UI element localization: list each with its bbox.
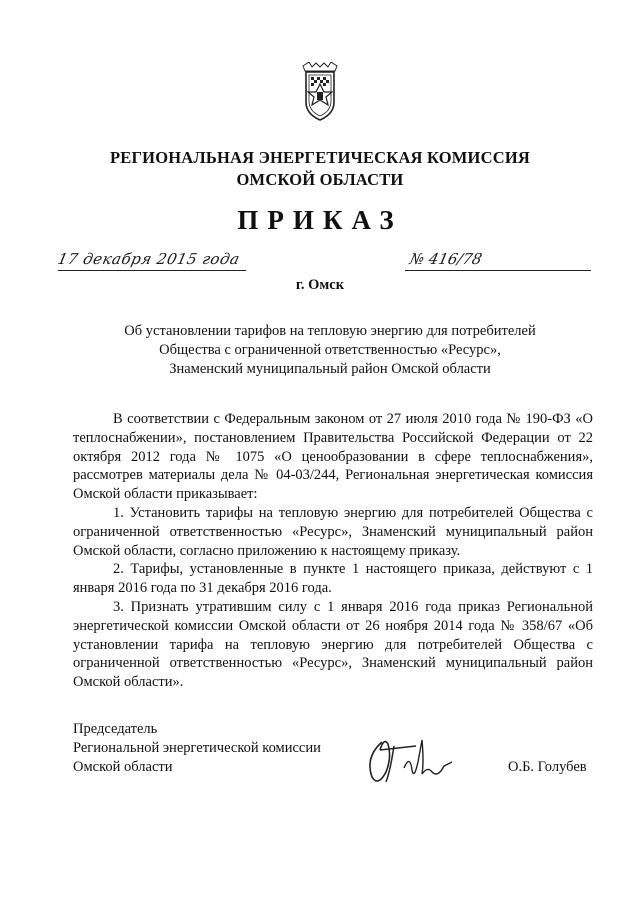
signer-title-line: Омской области (73, 759, 173, 775)
org-name-line1: РЕГИОНАЛЬНАЯ ЭНЕРГЕТИЧЕСКАЯ КОМИССИЯ (110, 148, 530, 167)
document-number: № 416/78 (408, 250, 484, 268)
body-paragraph-item-3: 3. Признать утратившим силу с 1 января 2016 года приказ Региональной энергетической комиссии Омской области от 26 ноября 2014 года № 358/67 «Об установлении тарифа на тепловую энергию для потребителей Общества с ограниченной ответственностью «Ресурс», Знаменский муниципальный район Омской области». (73, 598, 593, 691)
date-underline (58, 270, 246, 271)
signer-title-line: Региональной энергетической комиссии (73, 740, 321, 756)
body-paragraph-item-2: 2. Тарифы, установленные в пункте 1 настоящего приказа, действуют с 1 января 2016 года по 31 декабря 2016 года. (73, 561, 593, 597)
document-date: 17 декабря 2015 года (56, 250, 242, 268)
body-paragraph-item-1: 1. Установить тарифы на тепловую энергию для потребителей Общества с ограниченной ответственностью «Ресурс», Знаменский муниципальный район Омской области, согласно приложению к настоящему приказу. (73, 504, 593, 559)
document-type-title: ПРИКАЗ (237, 205, 403, 235)
subject-line: Знаменский муниципальный район Омской области (169, 361, 491, 377)
omsk-coat-of-arms-icon (301, 62, 339, 122)
number-underline (405, 270, 591, 271)
document-body (73, 410, 593, 692)
handwritten-signature-icon (360, 732, 480, 792)
body-paragraph-preamble: В соответствии с Федеральным законом от 27 июля 2010 года № 190-ФЗ «О теплоснабжении», постановлением Правительства Российской Федерации от 22 октября 2012 года № 1075 «О ценообразовании в сфере теплоснабжения», рассмотрев материалы дела № 04-03/244, Региональная энергетическая комиссия Омской области приказывает: (73, 411, 593, 503)
document-subject (80, 322, 580, 379)
subject-line: Об установлении тарифов на тепловую энергию для потребителей (124, 323, 536, 339)
signer-name: О.Б. Голубев (508, 759, 587, 775)
signer-title-line: Председатель (73, 721, 158, 737)
org-name-line2: ОМСКОЙ ОБЛАСТИ (236, 170, 404, 189)
document-city: г. Омск (295, 277, 345, 293)
signer-title (73, 720, 321, 777)
subject-line: Общества с ограниченной ответственностью «Ресурс», (159, 342, 501, 358)
